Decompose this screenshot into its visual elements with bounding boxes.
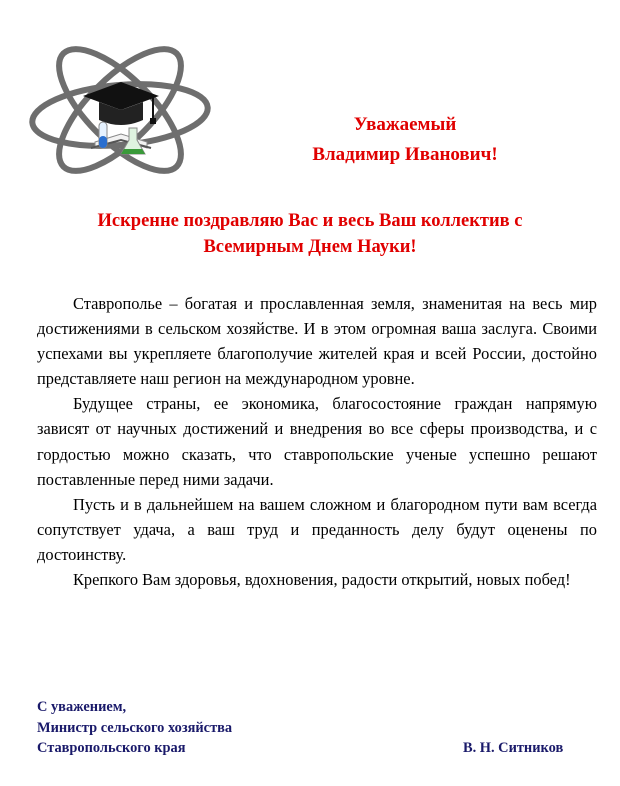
signature-block: [37, 697, 587, 759]
paragraph: Крепкого Вам здоровья, вдохновения, радости открытий, новых побед!: [73, 570, 571, 590]
salutation: [250, 110, 560, 170]
test-tube-icon: [99, 122, 107, 148]
paragraph: Пусть и в дальнейшем на вашем сложном и благородном пути вам всегда сопутствует удача, а ваш труд и преданность делу будут оценены по достоинству.: [37, 494, 597, 564]
letter-body: [37, 291, 597, 592]
paragraph: Ставрополье – богатая и прославленная земля, знаменитая на весь мир достижениями в сельском хозяйстве. И в этом огромная ваша заслуга. Своими успехами вы укрепляете благополучие жителей края и всей России, достойно представляете наш регион на международном уровне.: [37, 294, 597, 389]
signer-position-line: [37, 738, 587, 759]
addressee-name: Владимир Иванович!: [312, 144, 498, 165]
salutation-line: Уважаемый: [353, 114, 457, 135]
congratulation-line: Искренне поздравляю Вас и весь Ваш коллектив с: [97, 211, 523, 231]
congratulation-line: Всемирным Днем Науки!: [203, 237, 417, 257]
congratulation-heading: [30, 208, 590, 260]
science-logo-icon: [25, 30, 215, 185]
signer-position: Министр сельского хозяйства: [37, 719, 233, 736]
closing: С уважением,: [37, 699, 127, 715]
paragraph: Будущее страны, ее экономика, благосостояние граждан напрямую зависят от научных достижений и внедрения во все сферы производства, и с гордостью можно сказать, что ставропольские ученые успешно решают поставленные перед ними задачи.: [37, 394, 597, 489]
signer-region: Ставропольского края: [37, 740, 186, 756]
signer-name: В. Н. Ситников: [463, 740, 564, 756]
